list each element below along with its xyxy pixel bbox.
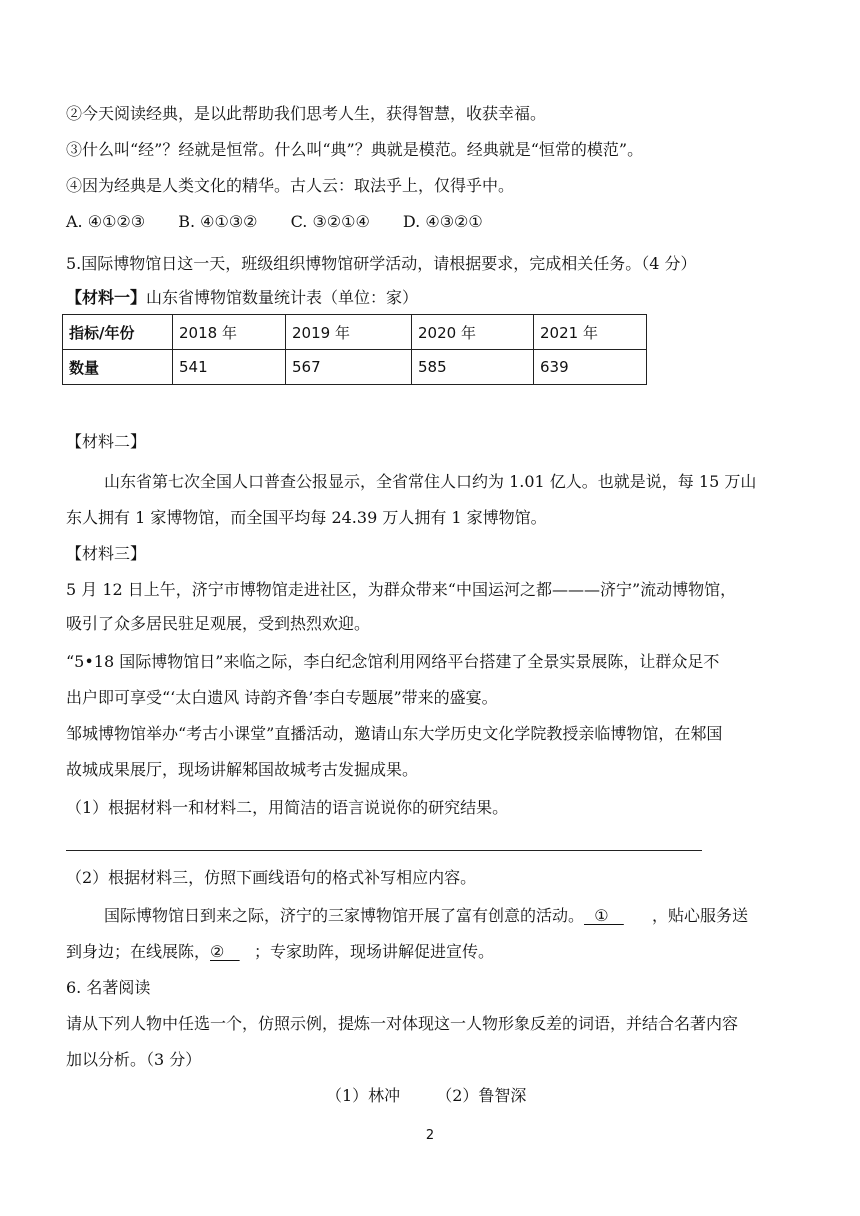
option-c: C. ③②①④ — [290, 212, 370, 231]
answer-line — [66, 850, 702, 851]
option-b: B. ④①③② — [178, 212, 258, 231]
blank-1: ① — [584, 906, 624, 925]
material-3-p3-line-1: 邹城博物馆举办“考古小课堂”直播活动，邀请山东大学历史文化学院教授亲临博物馆，在邾国 — [66, 724, 723, 743]
table-header-cell: 2020 年 — [412, 315, 534, 350]
table-header-cell: 2019 年 — [286, 315, 412, 350]
table-cell: 567 — [286, 350, 412, 385]
character-choices — [326, 1086, 526, 1106]
blank-2: ② — [210, 942, 240, 961]
table-header-cell: 指标/年份 — [63, 315, 173, 350]
material-1-caption: 山东省博物馆数量统计表（单位：家） — [146, 288, 419, 307]
question-6-line-2: 加以分析。（3 分） — [66, 1050, 202, 1069]
fill-text: ，贴心服务送 — [652, 906, 749, 925]
option-a: A. ④①②③ — [66, 212, 146, 231]
fill-text: 国际博物馆日到来之际，济宁的三家博物馆开展了富有创意的活动。 — [104, 906, 585, 925]
museum-count-table — [62, 314, 647, 385]
fill-text: ；专家助阵，现场讲解促进宣传。 — [254, 942, 495, 961]
material-3-p2-line-2: 出户即可享受“‘太白遗风 诗韵齐鲁’李白专题展”带来的盛宴。 — [66, 688, 498, 707]
table-cell: 数量 — [63, 350, 173, 385]
table-header-cell: 2021 年 — [534, 315, 647, 350]
material-3-p2-line-1: “5•18 国际博物馆日”来临之际，李白纪念馆利用网络平台搭建了全景实景展陈，让群众足不 — [66, 652, 720, 671]
material-3-p1-line-1: 5 月 12 日上午，济宁市博物馆走进社区，为群众带来“中国运河之都———济宁”流动博物馆， — [66, 580, 737, 599]
table-cell: 541 — [173, 350, 286, 385]
sentence-2: ②今天阅读经典，是以此帮助我们思考人生，获得智慧，收获幸福。 — [66, 104, 547, 123]
fill-in-line-1 — [104, 906, 748, 926]
material-3-heading: 【材料三】 — [66, 544, 147, 563]
material-3-p3-line-2: 故城成果展厅，现场讲解邾国故城考古发掘成果。 — [66, 760, 419, 779]
fill-in-line-2 — [66, 942, 494, 962]
sentence-3: ③什么叫“经”？经就是恒常。什么叫“典”？典就是模范。经典就是“恒常的模范”。 — [66, 140, 644, 159]
option-d: D. ④③②① — [402, 212, 483, 231]
question-6-title: 6. 名著阅读 — [66, 978, 151, 997]
material-2-heading: 【材料二】 — [66, 432, 147, 451]
table-header-cell: 2018 年 — [173, 315, 286, 350]
choice-2: （2）鲁智深 — [436, 1086, 527, 1105]
material-1-heading — [66, 288, 418, 308]
question-5-title: 5.国际博物馆日这一天，班级组织博物馆研学活动，请根据要求，完成相关任务。（4 分） — [66, 254, 697, 273]
material-2-line-1: 山东省第七次全国人口普查公报显示，全省常住人口约为 1.01 亿人。也就是说，每 15 万山 — [104, 472, 757, 491]
subquestion-2: （2）根据材料三，仿照下画线语句的格式补写相应内容。 — [66, 868, 477, 887]
sentence-4: ④因为经典是人类文化的精华。古人云：取法乎上，仅得乎中。 — [66, 176, 515, 195]
choice-1: （1）林冲 — [326, 1086, 401, 1105]
page-number: 2 — [425, 1128, 435, 1143]
material-3-p1-line-2: 吸引了众多居民驻足观展，受到热烈欢迎。 — [66, 614, 371, 633]
table-cell: 585 — [412, 350, 534, 385]
material-2-line-2: 东人拥有 1 家博物馆，而全国平均每 24.39 万人拥有 1 家博物馆。 — [66, 508, 547, 527]
table-cell: 639 — [534, 350, 647, 385]
table-row — [63, 350, 647, 385]
answer-options — [66, 212, 511, 232]
question-6-line-1: 请从下列人物中任选一个，仿照示例，提炼一对体现这一人物形象反差的词语，并结合名著内容 — [66, 1014, 739, 1033]
fill-text: 到身边；在线展陈， — [66, 942, 211, 961]
table-header-row — [63, 315, 647, 350]
material-1-label: 【材料一】 — [66, 288, 147, 307]
subquestion-1: （1）根据材料一和材料二，用简洁的语言说说你的研究结果。 — [66, 798, 509, 817]
